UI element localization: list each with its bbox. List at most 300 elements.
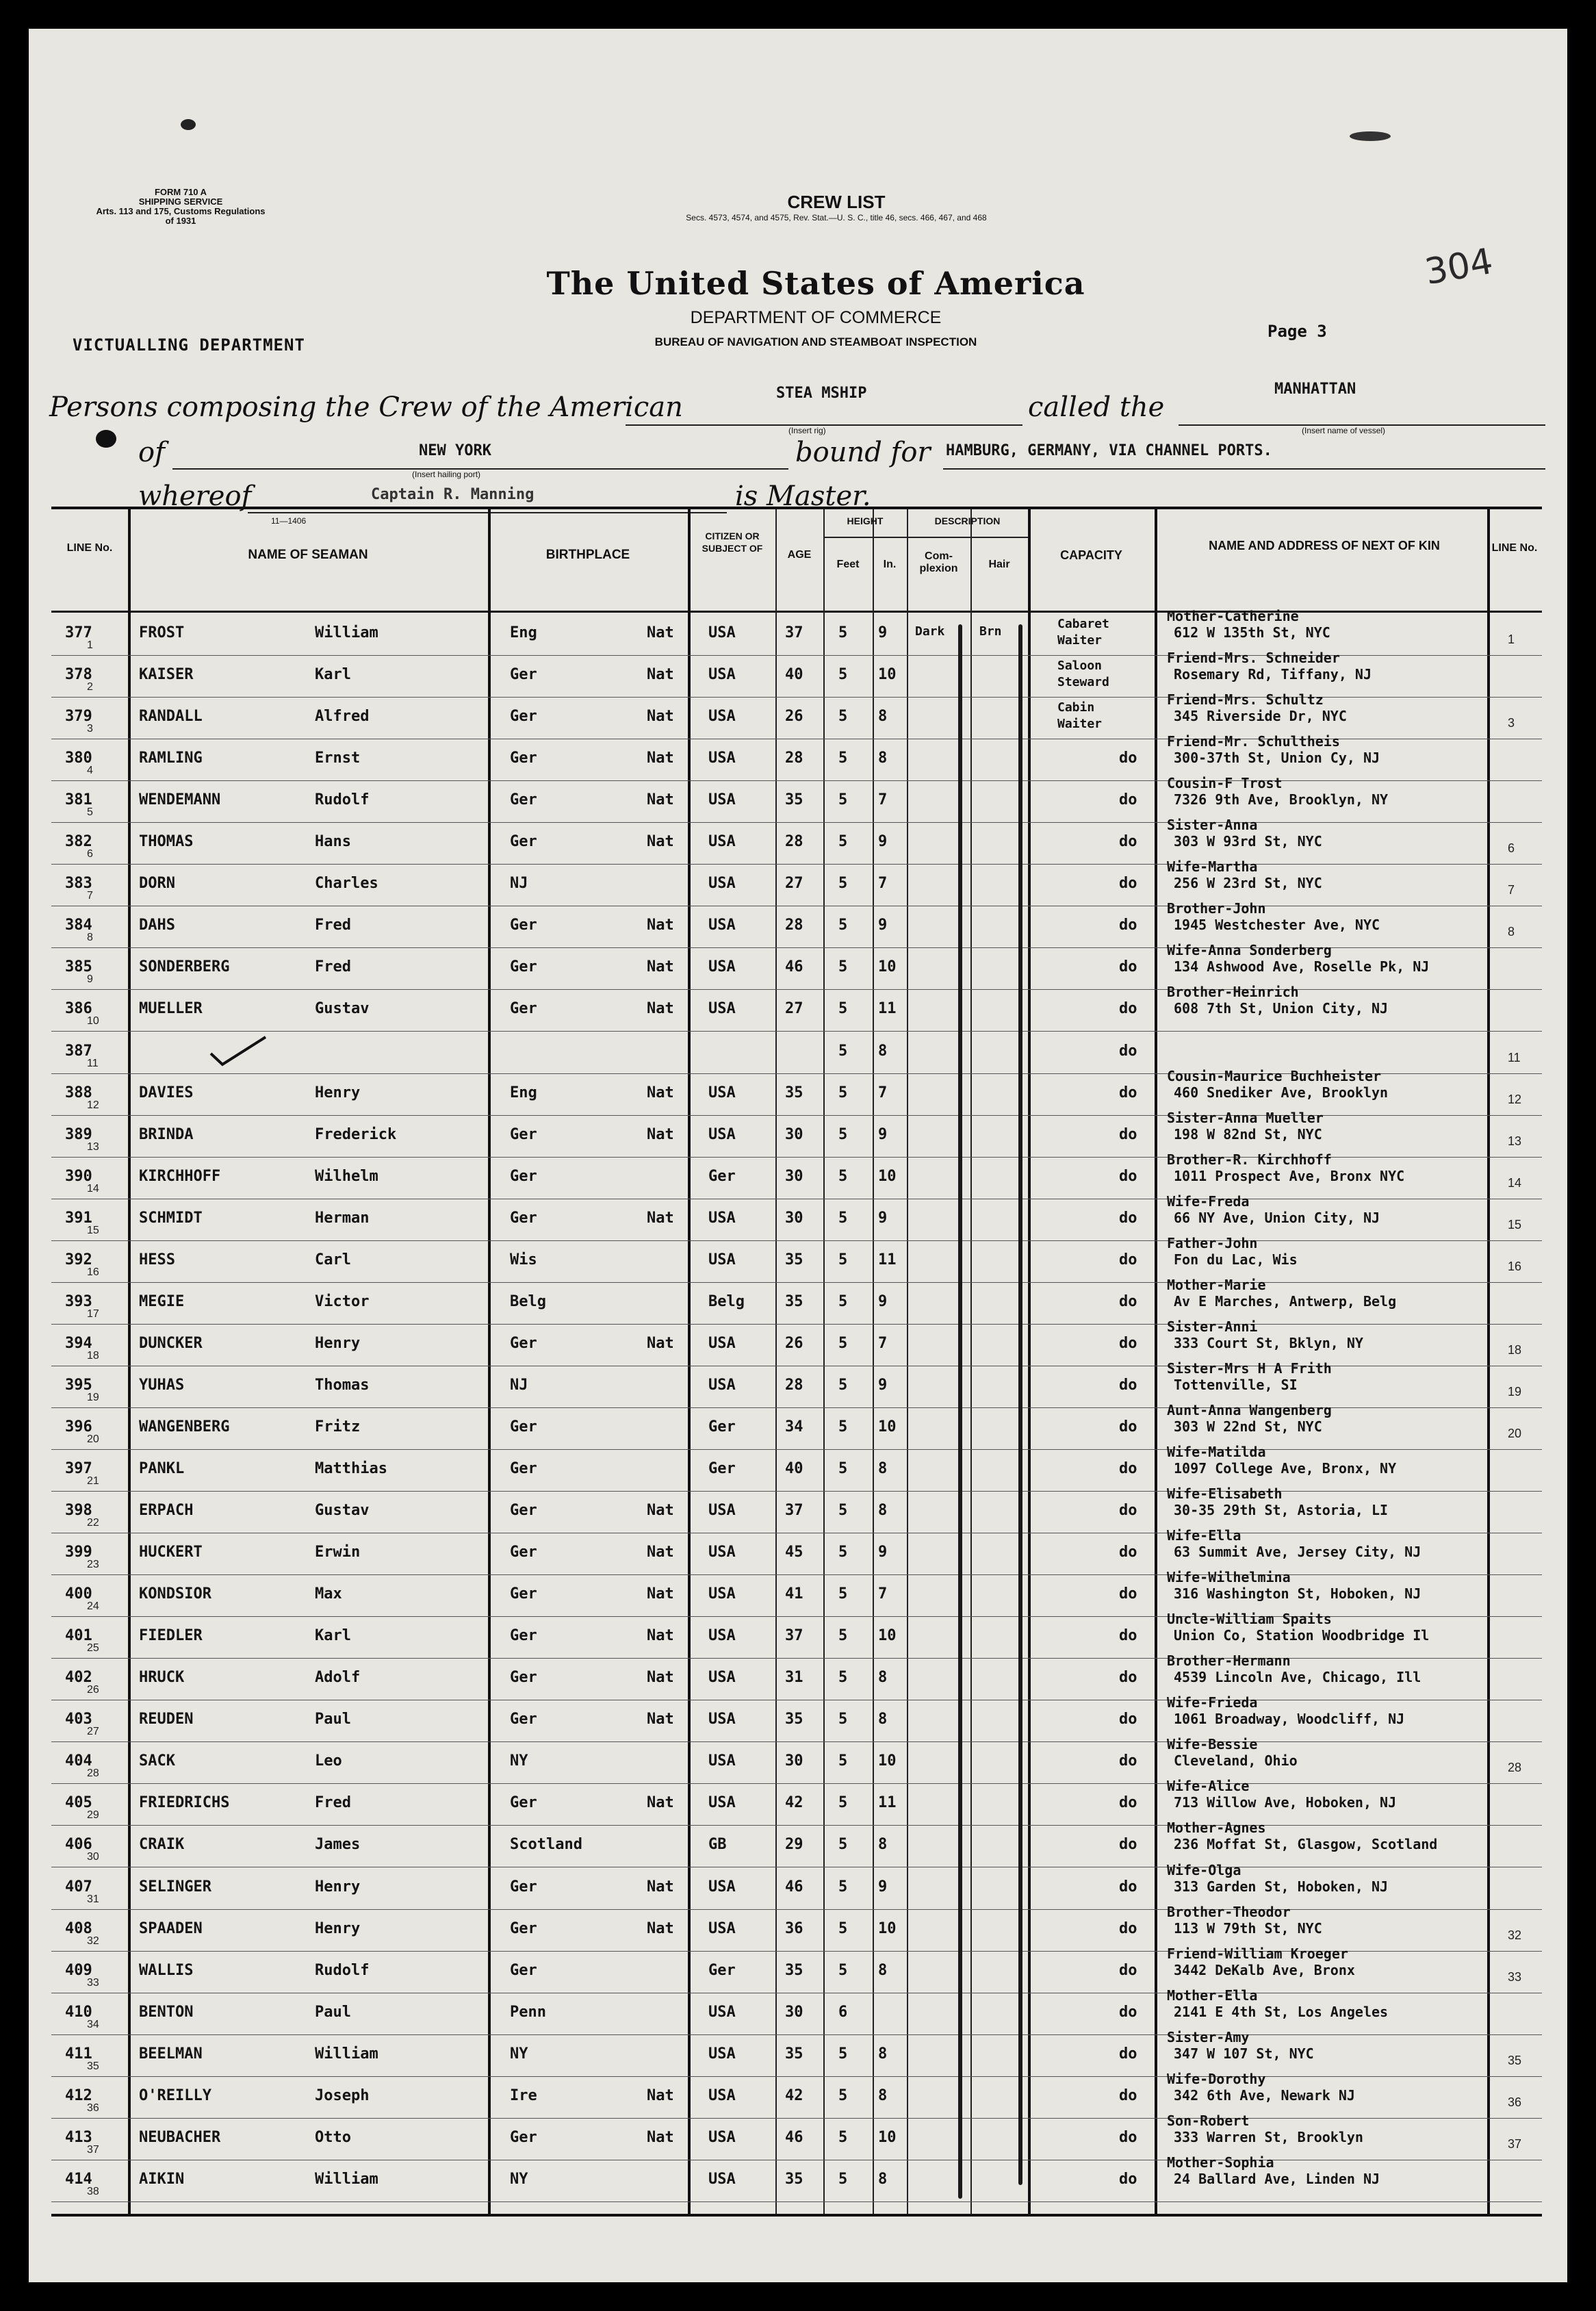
- birthplace: NJ: [510, 875, 528, 893]
- birthplace: Ger: [510, 1209, 537, 1227]
- next-of-kin-name: Wife-Elisabeth: [1167, 1485, 1283, 1503]
- table-row: [51, 1736, 1542, 1784]
- age: 37: [785, 1627, 803, 1645]
- seaman-given-name: Otto: [315, 2128, 351, 2146]
- height-feet: 5: [838, 1502, 848, 1520]
- capacity: do: [1119, 1209, 1137, 1227]
- line-number-right: 16: [1508, 1259, 1522, 1273]
- next-of-kin-name: Sister-Mrs H A Frith: [1167, 1359, 1332, 1377]
- seaman-surname: YUHAS: [139, 1376, 185, 1394]
- line-number: 27: [87, 1726, 99, 1738]
- row-id: 407: [65, 1878, 92, 1895]
- height-feet: 5: [838, 1251, 848, 1268]
- age: 35: [785, 791, 803, 809]
- age: 35: [785, 2045, 803, 2063]
- seaman-surname: PANKL: [139, 1460, 185, 1477]
- next-of-kin-address: 24 Ballard Ave, Linden NJ: [1174, 2170, 1380, 2187]
- next-of-kin-name: Wife-Bessie: [1167, 1736, 1258, 1753]
- seaman-given-name: Henry: [315, 1084, 361, 1101]
- next-of-kin-address: 256 W 23rd St, NYC: [1174, 875, 1322, 892]
- citizenship: Ger: [708, 1961, 736, 1979]
- seaman-surname: BENTON: [139, 2003, 194, 2021]
- height-inches: 10: [878, 2128, 897, 2146]
- seaman-surname: FROST: [139, 624, 185, 641]
- age: 30: [785, 2003, 803, 2021]
- age: 30: [785, 1752, 803, 1770]
- birthplace: NY: [510, 2045, 528, 2063]
- height-feet: 5: [838, 1836, 848, 1854]
- age: 30: [785, 1167, 803, 1185]
- row-id: 388: [65, 1084, 92, 1101]
- height-inches: 9: [878, 1376, 888, 1394]
- citizenship: USA: [708, 666, 736, 684]
- seaman-given-name: Rudolf: [315, 1961, 370, 1979]
- page-stamp: 304: [1421, 240, 1496, 294]
- line-number: 32: [87, 1935, 99, 1947]
- citizenship: USA: [708, 2128, 736, 2146]
- seaman-surname: KAISER: [139, 666, 194, 684]
- height-feet: 5: [838, 1752, 848, 1770]
- seaman-surname: WENDEMANN: [139, 791, 221, 809]
- birthplace: Ger: [510, 1919, 537, 1937]
- rig-value: STEA MSHIP: [776, 385, 867, 402]
- next-of-kin-name: Mother-Marie: [1167, 1276, 1266, 1293]
- age: 28: [785, 833, 803, 851]
- seaman-surname: MEGIE: [139, 1292, 185, 1310]
- citizenship: USA: [708, 2086, 736, 2104]
- next-of-kin-name: Brother-Theodor: [1167, 1903, 1291, 1920]
- citizenship: USA: [708, 1125, 736, 1143]
- next-of-kin-name: Aunt-Anna Wangenberg: [1167, 1401, 1332, 1418]
- seaman-surname: HESS: [139, 1251, 175, 1268]
- capacity: do: [1119, 1752, 1137, 1770]
- seaman-given-name: Fritz: [315, 1418, 361, 1435]
- seaman-given-name: Fred: [315, 958, 351, 976]
- seaman-given-name: Max: [315, 1585, 342, 1603]
- age: 41: [785, 1585, 803, 1603]
- seaman-surname: SCHMIDT: [139, 1209, 203, 1227]
- naturalized-mark: Nat: [647, 1544, 674, 1561]
- next-of-kin-address: Fon du Lac, Wis: [1174, 1251, 1298, 1268]
- seaman-given-name: Henry: [315, 1334, 361, 1352]
- next-of-kin-address: 313 Garden St, Hoboken, NJ: [1174, 1878, 1389, 1895]
- height-inches: 9: [878, 1544, 888, 1561]
- next-of-kin-name: Mother-Sophia: [1167, 2154, 1274, 2171]
- row-id: 404: [65, 1752, 92, 1770]
- line-number-right: 13: [1508, 1134, 1522, 1148]
- height-inches: 9: [878, 624, 888, 641]
- header-age: AGE: [787, 549, 812, 561]
- line-number: 36: [87, 2102, 99, 2114]
- height-feet: 6: [838, 2003, 848, 2021]
- seaman-given-name: Victor: [315, 1292, 370, 1310]
- capacity: do: [1119, 1460, 1137, 1477]
- row-id: 392: [65, 1251, 92, 1268]
- line-number-right: 12: [1508, 1092, 1522, 1106]
- birthplace: Ger: [510, 1502, 537, 1520]
- line-number: 25: [87, 1642, 99, 1655]
- age: 28: [785, 917, 803, 934]
- table-row: [51, 2112, 1542, 2160]
- citizenship: USA: [708, 624, 736, 641]
- seaman-given-name: Gustav: [315, 1502, 370, 1520]
- table-row: [51, 1652, 1542, 1700]
- next-of-kin-address: 2141 E 4th St, Los Angeles: [1174, 2003, 1389, 2020]
- row-id: 393: [65, 1292, 92, 1310]
- capacity: do: [1119, 958, 1137, 976]
- line-number: 8: [87, 932, 93, 944]
- age: 42: [785, 2086, 803, 2104]
- citizenship: USA: [708, 791, 736, 809]
- capacity: do: [1119, 1669, 1137, 1687]
- row-id: 395: [65, 1376, 92, 1394]
- age: 28: [785, 750, 803, 767]
- height-inches: 7: [878, 1084, 888, 1101]
- line-number: 21: [87, 1475, 99, 1487]
- row-id: 405: [65, 1794, 92, 1812]
- seaman-surname: ERPACH: [139, 1502, 194, 1520]
- next-of-kin-address: 713 Willow Ave, Hoboken, NJ: [1174, 1794, 1397, 1811]
- birthplace: Ger: [510, 958, 537, 976]
- height-feet: 5: [838, 1125, 848, 1143]
- row-id: 394: [65, 1334, 92, 1352]
- naturalized-mark: Nat: [647, 1209, 674, 1227]
- capacity: do: [1119, 1502, 1137, 1520]
- next-of-kin-address: 198 W 82nd St, NYC: [1174, 1125, 1322, 1142]
- age: 30: [785, 1209, 803, 1227]
- next-of-kin-name: Son-Robert: [1167, 2112, 1250, 2129]
- naturalized-mark: Nat: [647, 2128, 674, 2146]
- seaman-surname: DUNCKER: [139, 1334, 203, 1352]
- table-row: [51, 1401, 1542, 1450]
- citizenship: USA: [708, 1502, 736, 1520]
- row-id: 408: [65, 1919, 92, 1937]
- height-inches: 7: [878, 1334, 888, 1352]
- seaman-given-name: Paul: [315, 2003, 351, 2021]
- birthplace: Ire: [510, 2086, 537, 2104]
- naturalized-mark: Nat: [647, 1585, 674, 1603]
- age: 40: [785, 1460, 803, 1477]
- table-row: [51, 1861, 1542, 1910]
- age: 35: [785, 1711, 803, 1728]
- next-of-kin-address: 7326 9th Ave, Brooklyn, NY: [1174, 791, 1389, 808]
- birthplace: NY: [510, 1752, 528, 1770]
- next-of-kin-address: 236 Moffat St, Glasgow, Scotland: [1174, 1836, 1438, 1853]
- height-feet: 5: [838, 1042, 848, 1060]
- table-row: [51, 2070, 1542, 2119]
- age: 29: [785, 1836, 803, 1854]
- capacity: do: [1119, 1251, 1137, 1268]
- header-capacity: CAPACITY: [1060, 548, 1122, 562]
- height-inches: 9: [878, 1878, 888, 1895]
- birthplace: Ger: [510, 666, 537, 684]
- destination: HAMBURG, GERMANY, VIA CHANNEL PORTS.: [946, 442, 1272, 459]
- seaman-surname: MUELLER: [139, 1000, 203, 1018]
- seaman-surname: DORN: [139, 875, 175, 893]
- line-number: 30: [87, 1851, 99, 1863]
- crew-list-document: [29, 29, 1567, 2282]
- height-inches: 7: [878, 791, 888, 809]
- height-inches: 11: [878, 1251, 897, 1268]
- hair-ditto-line: [1018, 624, 1022, 2185]
- line-number: 3: [87, 723, 93, 735]
- citizenship: USA: [708, 1544, 736, 1561]
- row-id: 401: [65, 1627, 92, 1645]
- naturalized-mark: Nat: [647, 1502, 674, 1520]
- line-number: 18: [87, 1349, 99, 1362]
- seaman-given-name: William: [315, 2170, 378, 2188]
- line-number: 24: [87, 1600, 99, 1613]
- capacity: do: [1119, 750, 1137, 767]
- page-number: Page 3: [1267, 322, 1327, 341]
- hailing-port: NEW YORK: [419, 442, 491, 459]
- capacity: do: [1119, 1292, 1137, 1310]
- height-feet: 5: [838, 1919, 848, 1937]
- next-of-kin-address: 608 7th St, Union City, NJ: [1174, 1000, 1389, 1017]
- seaman-surname: RAMLING: [139, 750, 203, 767]
- naturalized-mark: Nat: [647, 1627, 674, 1645]
- form-number-block: [92, 188, 270, 226]
- naturalized-mark: Nat: [647, 958, 674, 976]
- line-number: 35: [87, 2060, 99, 2072]
- naturalized-mark: Nat: [647, 1878, 674, 1895]
- line-number: 1: [87, 639, 93, 651]
- line-number: 29: [87, 1809, 99, 1822]
- birthplace: Ger: [510, 1878, 537, 1895]
- line-number: 28: [87, 1767, 99, 1780]
- next-of-kin-name: Father-John: [1167, 1234, 1258, 1251]
- line-number-right: 15: [1508, 1217, 1522, 1231]
- birthplace: Ger: [510, 1000, 537, 1018]
- line-number-right: 6: [1508, 841, 1515, 856]
- height-feet: 5: [838, 2086, 848, 2104]
- citizenship: USA: [708, 2045, 736, 2063]
- next-of-kin-address: 347 W 107 St, NYC: [1174, 2045, 1314, 2062]
- seaman-surname: CRAIK: [139, 1836, 185, 1854]
- line-number: 16: [87, 1266, 99, 1278]
- naturalized-mark: Nat: [647, 1669, 674, 1687]
- age: 46: [785, 958, 803, 976]
- header-next-of-kin: NAME AND ADDRESS OF NEXT OF KIN: [1209, 539, 1440, 552]
- seaman-surname: FIEDLER: [139, 1627, 203, 1645]
- citizenship: GB: [708, 1836, 727, 1854]
- height-feet: 5: [838, 1084, 848, 1101]
- line-number: 12: [87, 1099, 99, 1111]
- naturalized-mark: Nat: [647, 1711, 674, 1728]
- seaman-given-name: Rudolf: [315, 791, 370, 809]
- naturalized-mark: Nat: [647, 1334, 674, 1352]
- line-number: 11: [87, 1057, 99, 1069]
- table-row: [51, 1611, 1542, 1659]
- naturalized-mark: Nat: [647, 2086, 674, 2104]
- persons-composing-label: Persons composing the Crew of the American: [49, 392, 683, 423]
- seaman-given-name: Gustav: [315, 1000, 370, 1018]
- seaman-given-name: Carl: [315, 1251, 351, 1268]
- line-number-right: 20: [1508, 1426, 1522, 1440]
- crew-table: [51, 507, 1542, 2217]
- line-number: 13: [87, 1140, 99, 1153]
- birthplace: Ger: [510, 1627, 537, 1645]
- line-number: 20: [87, 1433, 99, 1445]
- height-inches: 9: [878, 917, 888, 934]
- next-of-kin-address: 4539 Lincoln Ave, Chicago, Ill: [1174, 1669, 1421, 1686]
- line-number-right: 36: [1508, 2095, 1522, 2109]
- next-of-kin-name: Wife-Alice: [1167, 1778, 1250, 1795]
- line-number-right: 3: [1508, 716, 1515, 730]
- line-number: 9: [87, 973, 93, 986]
- height-feet: 5: [838, 875, 848, 893]
- seaman-surname: SACK: [139, 1752, 175, 1770]
- height-inches: 8: [878, 1669, 888, 1687]
- citizenship: Ger: [708, 1460, 736, 1477]
- seaman-given-name: Leo: [315, 1752, 342, 1770]
- next-of-kin-name: Mother-Catherine: [1167, 608, 1299, 624]
- next-of-kin-name: Mother-Ella: [1167, 1987, 1258, 2004]
- age: 35: [785, 1084, 803, 1101]
- table-row: [51, 1485, 1542, 1533]
- height-feet: 5: [838, 958, 848, 976]
- hailing-caption: (Insert hailing port): [412, 470, 481, 479]
- next-of-kin-name: Wife-Anna Sonderberg: [1167, 942, 1332, 959]
- statute-reference: Secs. 4573, 4574, and 4575, Rev. Stat.—U. S. C., title 46, secs. 466, 467, and 468: [686, 213, 987, 222]
- whereof-label: whereof: [138, 481, 252, 512]
- height-feet: 5: [838, 1167, 848, 1185]
- height-inches: 10: [878, 1418, 897, 1435]
- capacity: Cabin Waiter: [1057, 700, 1103, 732]
- capacity: do: [1119, 1878, 1137, 1895]
- height-feet: 5: [838, 1544, 848, 1561]
- seaman-given-name: James: [315, 1836, 361, 1854]
- age: 27: [785, 875, 803, 893]
- height-feet: 5: [838, 1209, 848, 1227]
- age: 30: [785, 1125, 803, 1143]
- next-of-kin-name: Wife-Dorothy: [1167, 2070, 1266, 2087]
- next-of-kin-address: 1097 College Ave, Bronx, NY: [1174, 1460, 1397, 1477]
- line-number: 15: [87, 1224, 99, 1236]
- height-inches: 10: [878, 1167, 897, 1185]
- naturalized-mark: Nat: [647, 1000, 674, 1018]
- header-birthplace: BIRTHPLACE: [545, 548, 630, 562]
- seaman-surname: FRIEDRICHS: [139, 1794, 230, 1812]
- next-of-kin-address: 333 Warren St, Brooklyn: [1174, 2128, 1363, 2145]
- birthplace: Ger: [510, 1167, 537, 1185]
- citizenship: USA: [708, 917, 736, 934]
- seaman-surname: SONDERBERG: [139, 958, 230, 976]
- row-id: 411: [65, 2045, 92, 2063]
- table-row: [51, 984, 1542, 1032]
- destination-field: [943, 468, 1545, 470]
- next-of-kin-address: 63 Summit Ave, Jersey City, NJ: [1174, 1544, 1421, 1561]
- header-complexion: Com- plexion: [919, 550, 958, 574]
- row-id: 377: [65, 624, 92, 641]
- height-inches: 7: [878, 875, 888, 893]
- age: 46: [785, 2128, 803, 2146]
- hair: Brn: [979, 624, 1002, 639]
- birthplace: Ger: [510, 1794, 537, 1812]
- line-number-right: 33: [1508, 1969, 1522, 1984]
- seaman-given-name: Joseph: [315, 2086, 370, 2104]
- line-number: 5: [87, 806, 93, 819]
- row-id: 390: [65, 1167, 92, 1185]
- table-row: [51, 1276, 1542, 1325]
- next-of-kin-name: Brother-Heinrich: [1167, 984, 1299, 1001]
- row-id: 387: [65, 1042, 92, 1060]
- height-feet: 5: [838, 2128, 848, 2146]
- line-number-right: 28: [1508, 1761, 1522, 1775]
- row-id: 386: [65, 1000, 92, 1018]
- next-of-kin-name: Friend-Mrs. Schultz: [1167, 691, 1324, 708]
- height-inches: 9: [878, 1125, 888, 1143]
- complexion-ditto-line: [958, 624, 962, 2199]
- check-mark-icon: [207, 1034, 269, 1069]
- row-id: 381: [65, 791, 92, 809]
- capacity: do: [1119, 1084, 1137, 1101]
- master-name: Captain R. Manning: [371, 486, 535, 503]
- seaman-surname: HUCKERT: [139, 1544, 203, 1561]
- next-of-kin-address: 345 Riverside Dr, NYC: [1174, 708, 1347, 725]
- citizenship: USA: [708, 1334, 736, 1352]
- seaman-given-name: Frederick: [315, 1125, 397, 1143]
- next-of-kin-name: Friend-Mr. Schultheis: [1167, 733, 1340, 750]
- seaman-surname: REUDEN: [139, 1711, 194, 1728]
- height-inches: 9: [878, 833, 888, 851]
- ink-blot: [1350, 131, 1391, 141]
- birthplace: Ger: [510, 917, 537, 934]
- age: 42: [785, 1794, 803, 1812]
- height-inches: 8: [878, 2170, 888, 2188]
- seaman-surname: HRUCK: [139, 1669, 185, 1687]
- height-inches: 10: [878, 1627, 897, 1645]
- row-id: 412: [65, 2086, 92, 2104]
- department-title: DEPARTMENT OF COMMERCE: [690, 308, 942, 327]
- line-number-right: 18: [1508, 1342, 1522, 1357]
- header-inches: In.: [883, 559, 897, 570]
- line-number-right: 7: [1508, 883, 1515, 897]
- age: 35: [785, 1961, 803, 1979]
- customs-articles: Arts. 113 and 175, Customs Regulations of 1931: [96, 206, 266, 226]
- row-id: 382: [65, 833, 92, 851]
- called-the-label: called the: [1028, 392, 1165, 423]
- row-id: 397: [65, 1460, 92, 1477]
- capacity: do: [1119, 2045, 1137, 2063]
- next-of-kin-address: 1061 Broadway, Woodcliff, NJ: [1174, 1711, 1405, 1728]
- table-row: [51, 858, 1542, 906]
- citizenship: USA: [708, 1627, 736, 1645]
- height-feet: 5: [838, 1794, 848, 1812]
- ink-blot: [96, 430, 116, 448]
- line-number: 7: [87, 890, 93, 902]
- birthplace: Belg: [510, 1292, 546, 1310]
- naturalized-mark: Nat: [647, 624, 674, 641]
- next-of-kin-name: Friend-Mrs. Schneider: [1167, 650, 1340, 667]
- line-number: 6: [87, 848, 93, 860]
- table-row: [51, 1945, 1542, 1993]
- capacity: do: [1119, 1334, 1137, 1352]
- next-of-kin-address: 300-37th St, Union Cy, NJ: [1174, 750, 1380, 767]
- row-id: 410: [65, 2003, 92, 2021]
- header-name: NAME OF SEAMAN: [248, 548, 368, 562]
- vessel-caption: (Insert name of vessel): [1302, 426, 1386, 435]
- seaman-given-name: Fred: [315, 1794, 351, 1812]
- next-of-kin-name: Friend-William Kroeger: [1167, 1945, 1348, 1962]
- table-row: [51, 1527, 1542, 1575]
- next-of-kin-name: Wife-Frieda: [1167, 1694, 1258, 1711]
- line-number: 26: [87, 1684, 99, 1696]
- next-of-kin-name: Sister-Anna Mueller: [1167, 1109, 1324, 1126]
- capacity: do: [1119, 1376, 1137, 1394]
- next-of-kin-name: Mother-Agnes: [1167, 1820, 1266, 1837]
- next-of-kin-name: Wife-Freda: [1167, 1192, 1250, 1210]
